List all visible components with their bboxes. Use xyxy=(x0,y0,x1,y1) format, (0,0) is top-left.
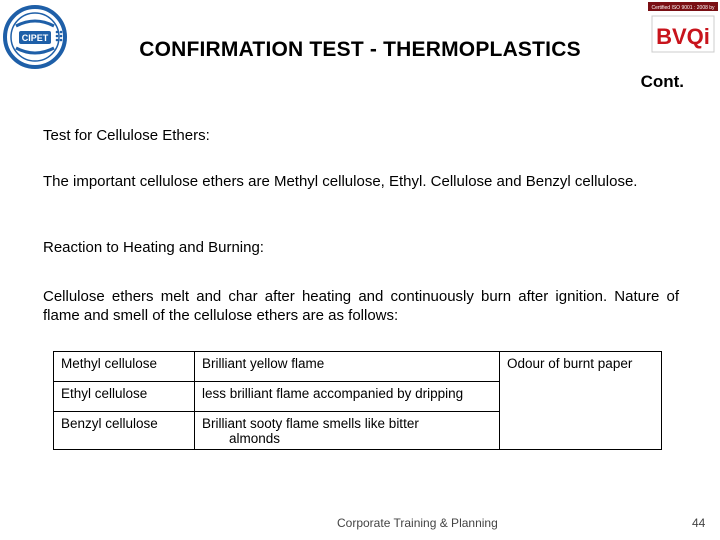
table-cell-flame: Brilliant yellow flame xyxy=(195,352,500,382)
table-cell-flame: less brilliant flame accompanied by dripping xyxy=(195,382,500,412)
table-row xyxy=(54,412,662,450)
table-cell-odour xyxy=(500,382,662,412)
burning-paragraph: Cellulose ethers melt and char after heating and continuously burn after ignition. Nature of flame and smell of the cellulose ethers are as follows: xyxy=(43,288,679,324)
table-cell-name: Benzyl cellulose xyxy=(54,412,195,450)
continued-label: Cont. xyxy=(640,72,684,91)
table-cell-odour xyxy=(500,412,662,450)
table-cell-odour: Odour of burnt paper xyxy=(500,352,662,382)
cipet-logo-text: CIPET xyxy=(21,33,49,43)
table-row xyxy=(54,352,662,382)
bvqi-logo-text: BVQi xyxy=(656,24,710,49)
footer-text: Corporate Training & Planning xyxy=(337,516,498,530)
table-cell-name: Methyl cellulose xyxy=(54,352,195,382)
heading-heating-burning: Reaction to Heating and Burning: xyxy=(43,239,264,256)
slide-title: CONFIRMATION TEST - THERMOPLASTICS xyxy=(139,38,581,61)
table-cell-flame-line1: Brilliant sooty flame smells like bitter xyxy=(202,416,419,431)
cellulose-flame-table xyxy=(53,351,662,450)
page-number: 44 xyxy=(692,516,706,530)
table-row xyxy=(54,382,662,412)
bvqi-certified-text: Certified ISO 9001 : 2008 by xyxy=(651,5,715,11)
heading-cellulose-ethers: Test for Cellulose Ethers: xyxy=(43,127,210,144)
intro-paragraph: The important cellulose ethers are Methyl cellulose, Ethyl. Cellulose and Benzyl cellulose. xyxy=(43,173,638,190)
table-cell-flame-line2: almonds xyxy=(229,431,281,446)
table-cell-name: Ethyl cellulose xyxy=(54,382,195,412)
table-cell-flame xyxy=(195,412,500,450)
